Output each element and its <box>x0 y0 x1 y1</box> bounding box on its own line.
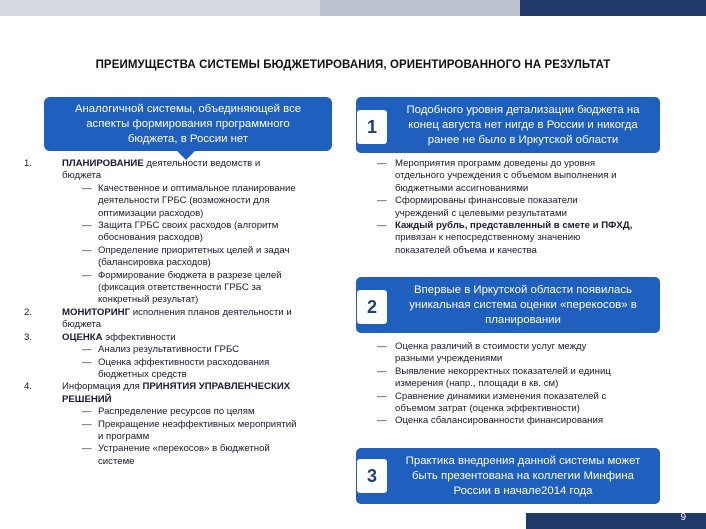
list-item-bold: ПЛАНИРОВАНИЕ <box>62 158 144 169</box>
right-list-2 <box>377 341 677 428</box>
callout-line: Практика внедрения данной системы может <box>405 454 641 467</box>
dash-bullet: — <box>82 182 92 194</box>
list-item-text: объемом затрат (оценка эффективности) <box>395 403 580 415</box>
list-item-bold: ПРИНЯТИЯ УПРАВЛЕНЧЕСКИХ <box>142 381 291 393</box>
number-badge-2: 2 <box>357 290 387 324</box>
list-item-text: показателей объема и качества <box>395 244 537 256</box>
list-item-text: деятельности ведомств и <box>143 158 261 169</box>
callout-line: ранее не было в Иркутской области <box>427 133 619 146</box>
left-callout-line: аспекты формирования программного <box>86 117 290 130</box>
list-item-text: Информация для <box>62 381 143 393</box>
list-item-text: Сформированы финансовые показатели <box>395 195 578 207</box>
dash-bullet: — <box>82 443 92 455</box>
list-item-bold: Каждый рубль, представленный в смете и ПФХД, <box>395 220 633 232</box>
left-callout-line: бюджета, в России нет <box>127 132 249 145</box>
list-item <box>377 415 677 427</box>
sub-item-text: системе <box>98 455 135 467</box>
footer-bar <box>0 513 706 529</box>
list-item-evaluation <box>24 332 342 344</box>
number-badge-3: 3 <box>357 459 387 493</box>
dash-bullet: — <box>377 390 387 402</box>
list-number: 1. <box>24 158 33 169</box>
sub-item-text: (балансировка расходов) <box>98 257 211 269</box>
list-item <box>377 195 677 220</box>
list-item <box>377 366 677 391</box>
sub-item-text: конкретный результат) <box>98 294 199 306</box>
left-callout <box>44 97 332 151</box>
callout-1 <box>356 97 660 153</box>
sub-item <box>24 245 342 270</box>
left-list <box>24 158 342 468</box>
list-number: 3. <box>24 331 33 343</box>
dash-bullet: — <box>377 158 387 169</box>
sub-item <box>24 344 342 356</box>
list-item-text: бюджетными ассигнованиями <box>395 182 529 194</box>
list-item-text: бюджета <box>62 319 102 331</box>
sub-item-text: Распределение ресурсов по целям <box>98 406 255 418</box>
list-item <box>377 391 677 416</box>
dash-bullet: — <box>377 341 387 352</box>
sub-item-text: Устранение «перекосов» в бюджетной <box>98 443 270 455</box>
list-item-text: разными учреждениями <box>395 353 503 365</box>
callout-line: Впервые в Иркутской области появилась <box>414 283 632 296</box>
sub-item-text: деятельности ГРБС (возможности для <box>98 195 270 207</box>
callout-line: уникальная система оценки «перекосов» в <box>409 298 637 311</box>
dash-bullet: — <box>82 344 92 356</box>
sub-item-text: Оценка эффективности расходования <box>98 356 270 368</box>
sub-item-text: (фиксация ответственности ГРБС за <box>98 282 262 294</box>
sub-item <box>24 406 342 418</box>
dash-bullet: — <box>377 195 387 207</box>
sub-item-text: Формирование бюджета в разрезе целей <box>98 269 282 281</box>
list-item-text: отдельного учреждения с объемом выполнения и <box>395 170 617 182</box>
right-list-1 <box>377 158 677 257</box>
list-item-bold: МОНИТОРИНГ <box>62 306 131 318</box>
slide-title: ПРЕИМУЩЕСТВА СИСТЕМЫ БЮДЖЕТИРОВАНИЯ, ОРИЕНТИРОВАННОГО НА РЕЗУЛЬТАТ <box>95 59 611 71</box>
list-item-text: эффективности <box>102 331 176 343</box>
list-item-bold: ОЦЕНКА <box>62 331 103 343</box>
list-item <box>377 220 677 257</box>
sub-item <box>24 357 342 382</box>
footer-accent <box>526 513 706 529</box>
list-number: 4. <box>24 381 33 393</box>
sub-item-text: Защита ГРБС своих расходов (алгоритм <box>98 220 279 232</box>
callout-3 <box>356 448 660 504</box>
list-item-text: Оценка различий в стоимости услуг между <box>395 341 587 352</box>
number-badge-1: 1 <box>357 110 387 144</box>
dash-bullet: — <box>377 415 387 427</box>
list-item <box>377 341 677 366</box>
dash-bullet: — <box>82 418 92 430</box>
list-item-text: измерения (напр., площади в кв. см) <box>395 378 559 390</box>
list-number: 2. <box>24 306 33 318</box>
list-item-text: Мероприятия программ доведены до уровня <box>395 158 596 169</box>
sub-item <box>24 443 342 468</box>
list-item-text: Сравнение динамики изменения показателей с <box>395 390 607 402</box>
dash-bullet: — <box>377 365 387 377</box>
list-item-text: бюджета <box>62 170 102 182</box>
callout-line: конец августа нет нигде в России и никогда <box>408 118 638 131</box>
callout-line: Подобного уровня детализации бюджета на <box>406 103 640 116</box>
sub-item-text: и программ <box>98 430 150 442</box>
list-item-monitoring <box>24 307 342 332</box>
sub-item <box>24 220 342 245</box>
list-item-text: исполнения планов деятельности и <box>130 306 292 318</box>
list-item-text: учреждений с целевыми результатами <box>395 207 567 219</box>
callout-line: планировании <box>485 313 561 326</box>
dash-bullet: — <box>82 244 92 256</box>
list-item-text: Оценка сбалансированности финансирования <box>395 415 604 427</box>
list-item-planning <box>24 158 342 183</box>
sub-item <box>24 419 342 444</box>
left-callout-line: Аналогичной системы, объединяющей все <box>74 102 302 115</box>
sub-item-text: оптимизации расходов) <box>98 207 204 219</box>
sub-item-text: Прекращение неэффективных мероприятий <box>98 418 297 430</box>
dash-bullet: — <box>82 220 92 232</box>
callout-line: России в начале2014 года <box>453 484 593 497</box>
dash-bullet: — <box>82 406 92 418</box>
list-item <box>377 158 677 195</box>
list-item-text: привязан к непосредственному значению <box>395 232 581 244</box>
dash-bullet: — <box>377 220 387 232</box>
dash-bullet: — <box>82 269 92 281</box>
list-item-text: Выявление некорректных показателей и единиц <box>395 365 611 377</box>
callout-line: быть презентована на коллегии Минфина <box>412 469 634 482</box>
callout-2 <box>356 277 660 333</box>
top-decorative-bar <box>0 0 706 16</box>
dash-bullet: — <box>82 356 92 368</box>
sub-item <box>24 270 342 307</box>
page-number: 9 <box>680 512 686 523</box>
sub-item-text: Качественное и оптимальное планирование <box>98 182 296 194</box>
sub-item-text: бюджетных средств <box>98 368 187 380</box>
list-item-decisions <box>24 381 342 406</box>
sub-item-text: Определение приоритетных целей и задач <box>98 244 290 256</box>
sub-item-text: Анализ результативности ГРБС <box>98 344 240 356</box>
list-item-bold: РЕШЕНИЙ <box>62 393 112 405</box>
sub-item-text: обоснования расходов) <box>98 232 203 244</box>
sub-item <box>24 183 342 220</box>
